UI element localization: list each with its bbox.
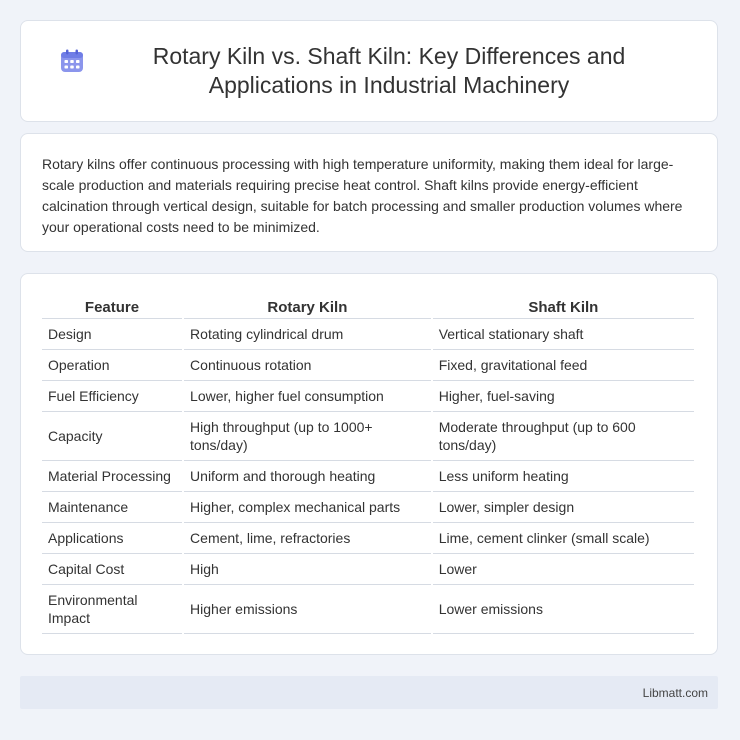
calendar-icon: [59, 48, 85, 74]
feature-cell: Operation: [42, 350, 182, 381]
table-header-row: [42, 294, 694, 319]
shaft-cell: Higher, fuel-saving: [433, 381, 694, 412]
feature-cell: Applications: [42, 523, 182, 554]
rotary-cell: Higher, complex mechanical parts: [184, 492, 431, 523]
table-row: [42, 523, 694, 554]
feature-cell: Fuel Efficiency: [42, 381, 182, 412]
header-rotary-kiln: Rotary Kiln: [184, 294, 431, 319]
feature-cell: Design: [42, 319, 182, 350]
table-row: [42, 350, 694, 381]
table-row: [42, 412, 694, 461]
rotary-cell: High throughput (up to 1000+ tons/day): [184, 412, 431, 461]
rotary-cell: Higher emissions: [184, 585, 431, 634]
feature-cell: Capacity: [42, 412, 182, 461]
comparison-card: [20, 273, 718, 655]
table-row: [42, 585, 694, 634]
shaft-cell: Less uniform heating: [433, 461, 694, 492]
feature-cell: Material Processing: [42, 461, 182, 492]
shaft-cell: Lime, cement clinker (small scale): [433, 523, 694, 554]
page-title: Rotary Kiln vs. Shaft Kiln: Key Differences and Applications in Industrial Machinery: [152, 43, 626, 98]
feature-cell: Maintenance: [42, 492, 182, 523]
shaft-cell: Fixed, gravitational feed: [433, 350, 694, 381]
title-card: [20, 20, 718, 122]
footer-site-link[interactable]: Libmatt.com: [642, 685, 708, 700]
intro-card: [20, 133, 718, 252]
shaft-cell: Moderate throughput (up to 600 tons/day): [433, 412, 694, 461]
table-row: [42, 492, 694, 523]
comparison-table: [40, 294, 696, 634]
rotary-cell: Rotating cylindrical drum: [184, 319, 431, 350]
shaft-cell: Lower emissions: [433, 585, 694, 634]
table-row: [42, 461, 694, 492]
rotary-cell: Continuous rotation: [184, 350, 431, 381]
title-container: [59, 42, 679, 100]
intro-paragraph: Rotary kilns offer continuous processing with high temperature uniformity, making them ideal for large-scale production and materials requiring precise heat control. Shaft kilns provide energy-efficient calcination through vertical design, suitable for batch processing and smaller production volumes where your operational costs need to be minimized.: [42, 156, 683, 235]
feature-cell: Environmental Impact: [42, 585, 182, 634]
rotary-cell: Lower, higher fuel consumption: [184, 381, 431, 412]
header-feature: Feature: [42, 294, 182, 319]
feature-cell: Capital Cost: [42, 554, 182, 585]
table-row: [42, 319, 694, 350]
table-row: [42, 554, 694, 585]
shaft-cell: Vertical stationary shaft: [433, 319, 694, 350]
rotary-cell: High: [184, 554, 431, 585]
table-row: [42, 381, 694, 412]
shaft-cell: Lower: [433, 554, 694, 585]
footer-bar: [20, 676, 718, 709]
header-shaft-kiln: Shaft Kiln: [433, 294, 694, 319]
shaft-cell: Lower, simpler design: [433, 492, 694, 523]
rotary-cell: Uniform and thorough heating: [184, 461, 431, 492]
rotary-cell: Cement, lime, refractories: [184, 523, 431, 554]
